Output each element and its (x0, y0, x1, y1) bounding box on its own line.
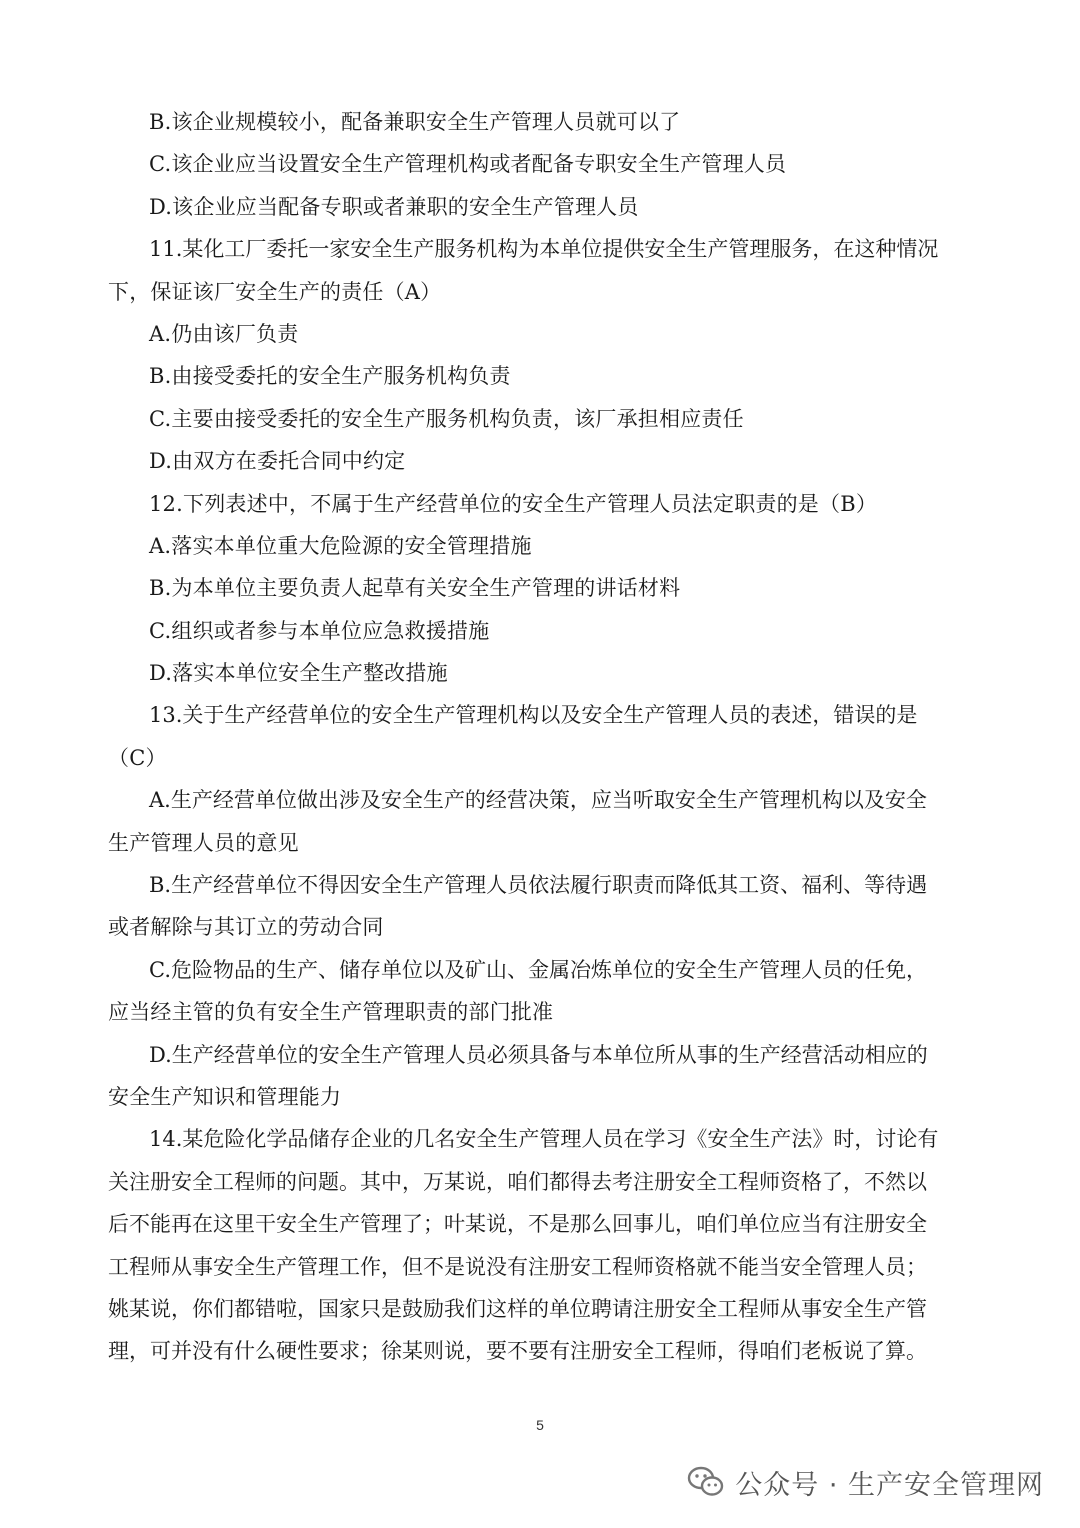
option-line: B.由接受委托的安全生产服务机构负责 (149, 364, 511, 389)
option-line: C.危险物品的生产、储存单位以及矿山、金属冶炼单位的安全生产管理人员的任免， (149, 957, 927, 982)
option-line-continued: 生产管理人员的意见 (108, 830, 299, 855)
question-11: 11.某化工厂委托一家安全生产服务机构为本单位提供安全生产管理服务，在这种情况 (149, 237, 939, 262)
option-line: A.落实本单位重大危险源的安全管理措施 (149, 533, 532, 558)
question-11-continued: 下，保证该厂安全生产的责任（A） (108, 279, 442, 304)
watermark-text: 公众号 · 生产安全管理网 (735, 1469, 1044, 1501)
option-line: A.仍由该厂负责 (149, 321, 299, 346)
question-13-answer: （C） (108, 745, 167, 770)
option-line: C.该企业应当设置安全生产管理机构或者配备专职安全生产管理人员 (149, 152, 787, 177)
question-14-continued: 理，可并没有什么硬性要求；徐某则说，要不要有注册安全工程师，得咱们老板说了算。 (108, 1339, 927, 1364)
option-line: D.生产经营单位的安全生产管理人员必须具备与本单位所从事的生产经营活动相应的 (149, 1042, 928, 1067)
question-14-continued: 姚某说，你们都错啦，国家只是鼓励我们这样的单位聘请注册安全工程师从事安全生产管 (108, 1296, 927, 1321)
wechat-icon (687, 1466, 725, 1498)
page-number: 5 (536, 1417, 544, 1433)
question-13: 13.关于生产经营单位的安全生产管理机构以及安全生产管理人员的表述，错误的是 (149, 703, 918, 728)
question-14-continued: 关注册安全工程师的问题。其中，万某说，咱们都得去考注册安全工程师资格了，不然以 (108, 1169, 927, 1194)
option-line: C.组织或者参与本单位应急救援措施 (149, 618, 490, 643)
option-line-continued: 安全生产知识和管理能力 (108, 1084, 342, 1109)
option-line: B.为本单位主要负责人起草有关安全生产管理的讲话材料 (149, 576, 681, 601)
question-12: 12.下列表述中，不属于生产经营单位的安全生产管理人员法定职责的是（B） (149, 491, 878, 516)
option-line: A.生产经营单位做出涉及安全生产的经营决策，应当听取安全生产管理机构以及安全 (149, 788, 927, 813)
option-line: D.落实本单位安全生产整改措施 (149, 661, 448, 686)
option-line: B.生产经营单位不得因安全生产管理人员依法履行职责而降低其工资、福利、等待遇 (149, 873, 928, 898)
question-14-continued: 工程师从事安全生产管理工作，但不是说没有注册安工程师资格就不能当安全管理人员； (108, 1254, 927, 1279)
question-14: 14.某危险化学品储存企业的几名安全生产管理人员在学习《安全生产法》时，讨论有 (149, 1127, 939, 1152)
option-line: D.该企业应当配备专职或者兼职的安全生产管理人员 (149, 194, 639, 219)
option-line: C.主要由接受委托的安全生产服务机构负责，该厂承担相应责任 (149, 406, 744, 431)
option-line: D.由双方在委托合同中约定 (149, 449, 406, 474)
document-body (108, 101, 970, 1373)
option-line-continued: 或者解除与其订立的劳动合同 (108, 915, 384, 940)
watermark (687, 1462, 1044, 1502)
question-14-continued: 后不能再在这里干安全生产管理了；叶某说，不是那么回事儿，咱们单位应当有注册安全 (108, 1212, 927, 1237)
option-line-continued: 应当经主管的负有安全生产管理职责的部门批准 (108, 1000, 554, 1025)
option-line: B.该企业规模较小，配备兼职安全生产管理人员就可以了 (149, 110, 681, 134)
